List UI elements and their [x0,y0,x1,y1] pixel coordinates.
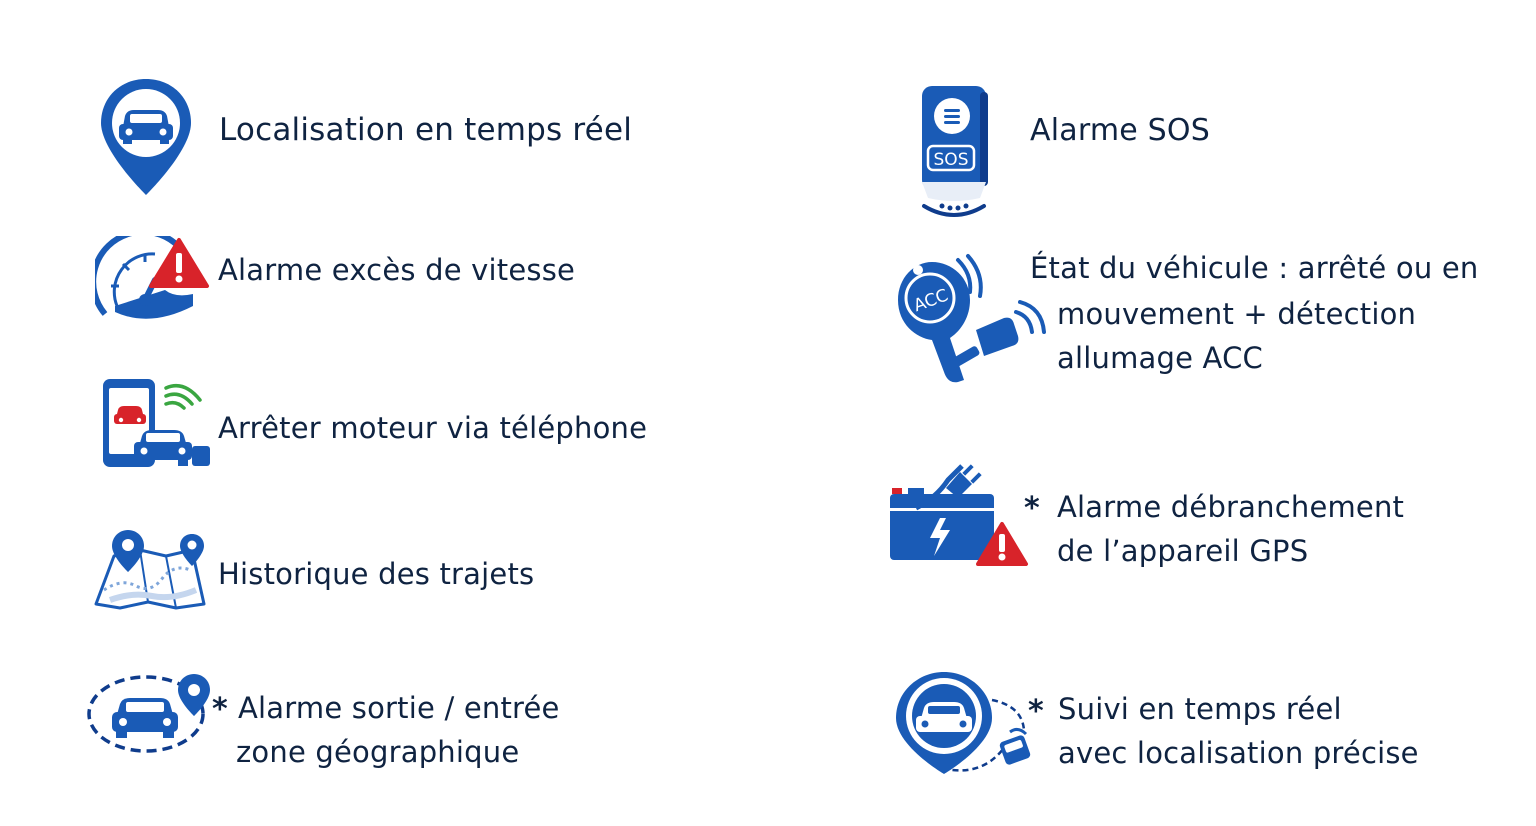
feature-label [1057,485,1404,573]
star-marker: * [212,692,228,727]
feature-label-line: allumage ACC [1057,341,1263,375]
feature-label: Alarme excès de vitesse [218,253,576,287]
battery-unplug-alert-icon [886,458,1030,568]
feature-label-line: de l’appareil GPS [1057,534,1309,568]
feature-label-line: mouvement + détection [1057,297,1417,331]
feature-label-line: État du véhicule : arrêté ou en [1030,251,1479,285]
star-marker: * [1024,491,1040,526]
feature-label [238,686,560,774]
feature-label [1030,246,1478,380]
feature-label: Alarme SOS [1030,113,1210,148]
feature-label-line: zone géographique [236,735,520,769]
feature-label-line: Alarme sortie / entrée [238,691,560,725]
tracking-pin-car-icon [892,670,1044,778]
svg-text:ACC: ACC [911,285,951,317]
feature-label: Historique des trajets [218,557,535,591]
map-route-icon [92,526,210,610]
speedometer-alert-icon [95,236,210,328]
feature-label: Localisation en temps réel [219,112,633,148]
acc-key-icon [892,252,1048,390]
geofence-car-icon [84,672,216,756]
feature-label-line: avec localisation précise [1058,736,1419,770]
phone-remote-car-icon [100,376,212,472]
sos-device-icon [914,82,994,222]
feature-label-line: Alarme débranchement [1057,490,1405,524]
feature-label-line: Suivi en temps réel [1058,692,1342,726]
svg-text:SOS: SOS [933,150,969,170]
feature-label [1058,687,1419,775]
map-pin-car-icon [98,76,194,198]
star-marker: * [1028,694,1044,729]
feature-label: Arrêter moteur via téléphone [218,411,648,445]
